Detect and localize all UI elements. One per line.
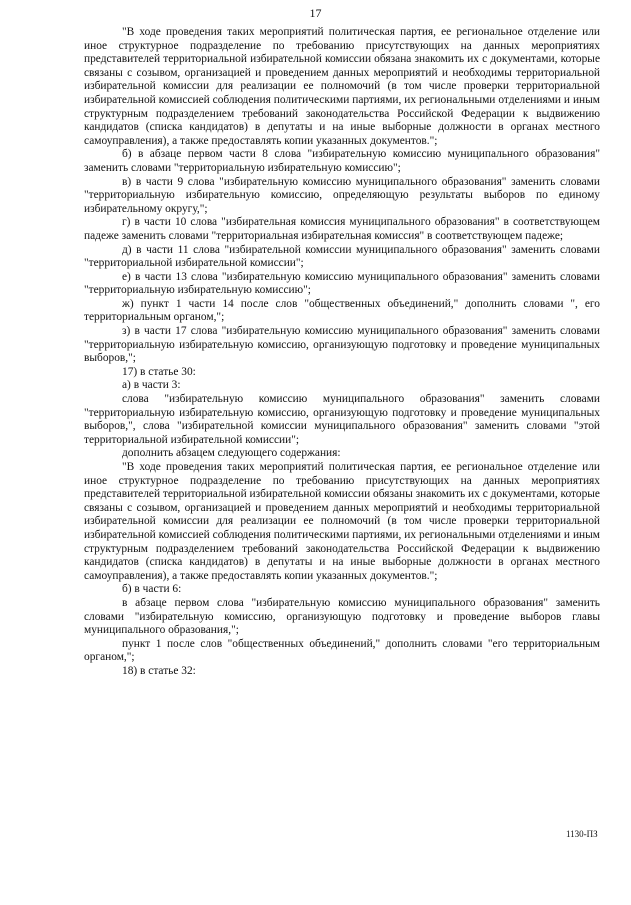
document-code: 1130-ПЗ bbox=[566, 829, 598, 839]
paragraph: 17) в статье 30: bbox=[122, 365, 196, 378]
paragraph: слова "избирательную комиссию муниципального образования" заменить словами "территориальную избирательную комиссию, организующую подготовку и проведение муниципальных выборов,", слова "избирательной комиссии муниципального образования" заменить словами "этой территориальной избирательной комиссии"; bbox=[84, 393, 600, 446]
paragraph: е) в части 13 слова "избирательную комиссию муниципального образования" заменить словами "территориальную избирательную комиссию"; bbox=[84, 270, 600, 297]
paragraph: в абзаце первом слова "избирательную комиссию муниципального образования" заменить словами "избирательную комиссию, организующую подготовку и проведение выборов главы муниципального образования,"; bbox=[84, 596, 600, 637]
paragraph: пункт 1 после слов "общественных объединений," дополнить словами "его территориальным органом,"; bbox=[84, 637, 600, 664]
paragraph: "В ходе проведения таких мероприятий политическая партия, ее региональное отделение или иное структурное подразделение по требованию присутствующих на данных мероприятиях представителей территориальной избирательной комиссии обязана знакомить их с документами, которые связаны с созывом, организацией и проведением данных мероприятий и необходимы территориальной избирательной комиссии для реализации ее полномочий (в том числе проверки территориальной избирательной комиссией соблюдения политическими партиями, их региональными отделениями и иным структурным подразделением требований законодательства Российской Федерации к выдвижению кандидатов (списка кандидатов) в депутаты и на иные выборные должности в органах местного самоуправления), а также предоставлять копии указанных документов."; bbox=[84, 26, 600, 147]
paragraph: "В ходе проведения таких мероприятий политическая партия, ее региональное отделение или иное структурное подразделение по требованию присутствующих на данных мероприятиях представителей территориальной избирательной комиссии обязаны знакомить их с документами, которые связаны с созывом, организацией и проведением данных мероприятий и необходимы территориальной избирательной комиссии для реализации ее полномочий (в том числе проверки территориальной избирательной комиссией соблюдения политическими партиями, их региональными отделениями и иным структурным подразделением требований законодательства Российской Федерации к выдвижению кандидатов (списка кандидатов) в депутаты и на иные выборные должности в органах местного самоуправления), а также предоставлять копии указанных документов."; bbox=[84, 461, 600, 582]
paragraph: б) в абзаце первом части 8 слова "избирательную комиссию муниципального образования" заменить словами "территориальную избирательную комиссию"; bbox=[84, 148, 600, 174]
paragraph: з) в части 17 слова "избирательную комиссию муниципального образования" заменить словами "территориальную избирательную комиссию, организующую подготовку и проведение муниципальных выборов,"; bbox=[84, 325, 600, 365]
paragraph: б) в части 6: bbox=[122, 583, 182, 596]
page-number: 17 bbox=[309, 6, 322, 20]
paragraph: 18) в статье 32: bbox=[122, 664, 196, 677]
paragraph: дополнить абзацем следующего содержания: bbox=[122, 447, 341, 460]
paragraph: ж) пункт 1 части 14 после слов "общественных объединений," дополнить словами ", его территориальным органом,"; bbox=[84, 297, 600, 324]
paragraph: в) в части 9 слова "избирательную комиссию муниципального образования" заменить словами "территориальную избирательную комиссию, определяющую результаты выборов по единому избирательному округу,"; bbox=[84, 175, 600, 215]
paragraph: г) в части 10 слова "избирательная комиссия муниципального образования" в соответствующем падеже заменить словами "территориальная избирательная комиссия" в соответствующем падеже; bbox=[84, 216, 600, 242]
document-body bbox=[84, 26, 600, 679]
paragraph: д) в части 11 слова "избирательной комиссии муниципального образования" заменить словами "территориальной избирательной комиссии"; bbox=[84, 243, 600, 270]
paragraph: а) в части 3: bbox=[122, 379, 181, 392]
